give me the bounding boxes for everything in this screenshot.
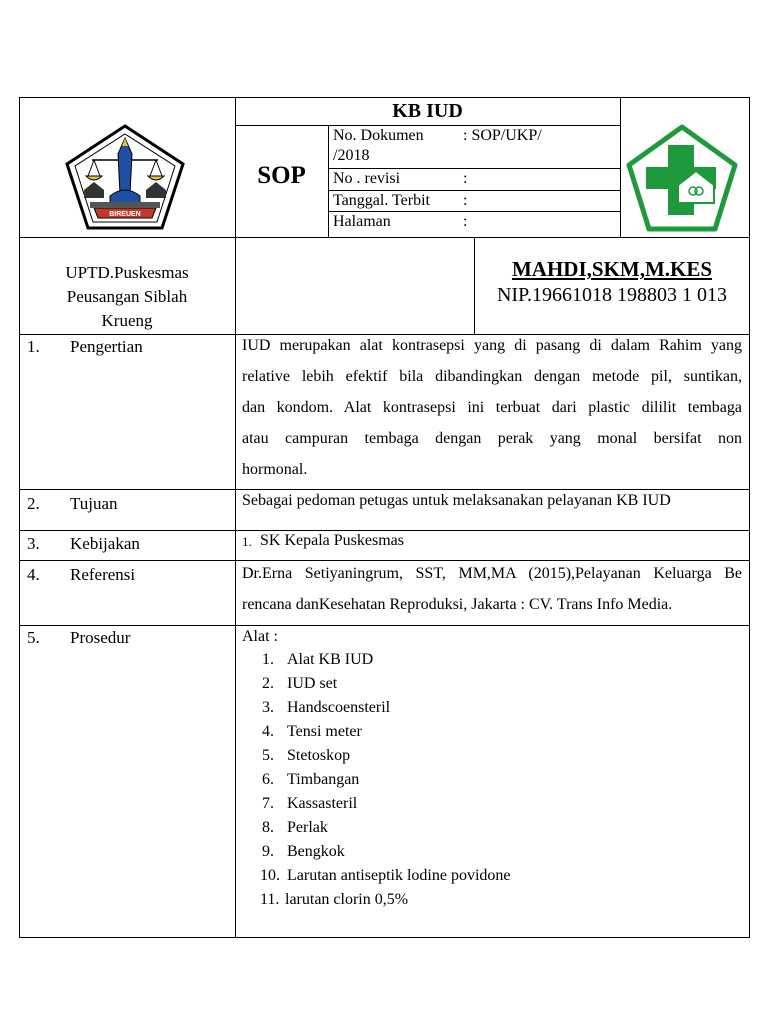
list-item xyxy=(262,770,732,794)
sop-label: SOP xyxy=(257,162,306,189)
policy-text: SK Kepala Puskesmas xyxy=(260,532,404,549)
row-number: 4. xyxy=(27,565,40,584)
item-text: Stetoskop xyxy=(287,747,351,764)
doc-number-year: /2018 xyxy=(333,147,370,164)
list-item xyxy=(262,650,732,674)
item-number: 6. xyxy=(262,771,274,788)
row-label: Tujuan xyxy=(70,494,118,513)
item-text: larutan clorin 0,5% xyxy=(285,891,409,908)
item-number: 8. xyxy=(262,819,274,836)
item-number: 1. xyxy=(262,651,274,668)
row-number: 5. xyxy=(27,628,40,647)
item-number: 10. xyxy=(260,867,280,884)
item-number: 7. xyxy=(262,795,274,812)
item-number: 11. xyxy=(260,891,280,908)
item-text: Kassasteril xyxy=(287,795,358,812)
text-line: atau campuran tembaga dengan perak yang monal bersifat non xyxy=(242,430,742,447)
list-item xyxy=(262,698,732,722)
org-name-line-3: Krueng xyxy=(101,311,153,330)
doc-number-value: : SOP/UKP/ xyxy=(463,127,542,144)
item-number: 9. xyxy=(262,843,274,860)
row-label: Prosedur xyxy=(70,628,131,647)
item-text: IUD set xyxy=(287,675,338,692)
text-line: IUD merupakan alat kontrasepsi yang di pasang di dalam Rahim yang xyxy=(242,337,742,354)
item-text: Larutan antiseptik lodine povidone xyxy=(287,867,511,884)
row-label: Kebijakan xyxy=(70,534,140,553)
row-number: 2. xyxy=(27,494,40,513)
list-item xyxy=(262,746,732,770)
list-item xyxy=(262,866,732,890)
page-value: : xyxy=(463,213,468,230)
list-item xyxy=(262,674,732,698)
org-name-line-1: UPTD.Puskesmas xyxy=(65,263,189,282)
revision-label: No . revisi xyxy=(333,170,401,187)
org-name-line-2: Peusangan Siblah xyxy=(66,287,188,306)
list-item xyxy=(262,842,732,866)
text-line: relative lebih efektif bila dibandingkan dengan metode pil, suntikan, xyxy=(242,368,742,385)
issue-date-value: : xyxy=(463,192,468,209)
item-text: Timbangan xyxy=(287,771,360,788)
page-label: Halaman xyxy=(333,213,391,230)
item-number: 3. xyxy=(262,699,274,716)
revision-value: : xyxy=(463,170,468,187)
item-number: 2. xyxy=(262,675,274,692)
item-text: Tensi meter xyxy=(287,723,362,740)
list-item xyxy=(262,818,732,842)
puskesmas-logo xyxy=(624,123,740,235)
signer-nip: NIP.19661018 198803 1 013 xyxy=(496,284,727,306)
text-line: rencana danKesehatan Reproduksi, Jakarta : CV. Trans Info Media. xyxy=(242,596,673,613)
text-line: hormonal. xyxy=(242,461,308,478)
text-line: Dr.Erna Setiyaningrum, SST, MM,MA (2015),Pelayanan Keluarga Be xyxy=(242,565,742,582)
list-item xyxy=(262,794,732,818)
purpose-text: Sebagai pedoman petugas untuk melaksanakan pelayanan KB IUD xyxy=(242,492,671,509)
item-number: 4. xyxy=(262,723,274,740)
row-number: 1. xyxy=(27,337,40,356)
reference-text xyxy=(242,558,742,620)
issue-date-label: Tanggal. Terbit xyxy=(333,192,430,209)
doc-number-label: No. Dokumen xyxy=(333,127,424,144)
document-title: KB IUD xyxy=(392,100,463,122)
row-label: Pengertian xyxy=(70,337,143,356)
list-item xyxy=(262,890,732,914)
text-line: dan kondom. Alat kontrasepsi ini terbuat dari plastic dililit tembaga xyxy=(242,399,742,416)
definition-text xyxy=(242,330,742,485)
bireuen-logo-text: BIREUEN xyxy=(109,211,141,218)
row-label: Referensi xyxy=(70,565,136,584)
row-number: 3. xyxy=(27,534,40,553)
item-text: Bengkok xyxy=(287,843,345,860)
signer-name: MAHDI,SKM,M.KES xyxy=(511,257,713,281)
bireuen-emblem-logo xyxy=(64,124,186,230)
policy-item-number: 1. xyxy=(242,534,252,549)
procedure-intro: Alat : xyxy=(242,628,278,645)
item-number: 5. xyxy=(262,747,274,764)
item-text: Handscoensteril xyxy=(287,699,391,716)
item-text: Alat KB IUD xyxy=(287,651,374,668)
equipment-list xyxy=(262,650,732,914)
item-text: Perlak xyxy=(287,819,328,836)
list-item xyxy=(262,722,732,746)
